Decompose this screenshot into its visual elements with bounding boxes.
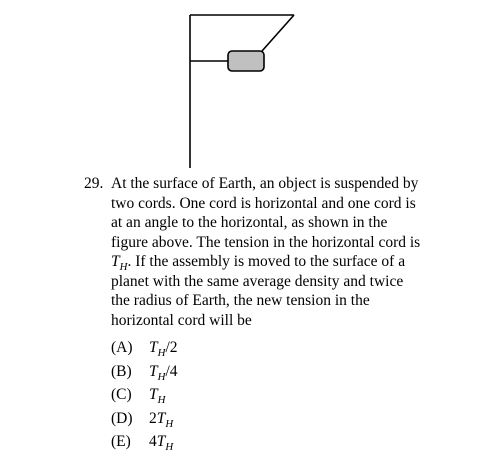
stem-line: the radius of Earth, the new tension in the [111,292,370,309]
choice-value: $T_H/4$ [149,362,178,383]
stem-line: at an angle to the horizontal, as shown in the [111,214,388,231]
choice-value: $T_H/2$ [149,339,178,359]
choice-b[interactable] [111,363,178,387]
choice-value: $2T_H$ [149,409,174,430]
stem-line: horizontal cord will be [111,311,252,329]
choice-value: $4T_H$ [149,433,174,453]
choice-label: (E) [111,433,131,450]
angled-cord [262,15,294,51]
suspended-block [228,51,264,71]
stem-line-with-symbol: $T_H$. If the assembly is moved to the surface of a [111,253,406,273]
choice-label: (B) [111,362,132,380]
answer-choices [111,339,178,457]
tension-symbol: $T_H$ [111,253,128,273]
stem-line: figure above. The tension in the horizontal cord is [111,233,421,251]
suspended-object-figure [0,0,481,170]
question-number: 29. [84,175,104,192]
question-stem [111,174,441,330]
choice-d[interactable] [111,410,178,434]
choice-label: (D) [111,409,133,427]
stem-line: two cords. One cord is horizontal and one cord is [111,194,416,212]
choice-label: (A) [111,339,133,356]
stem-line: At the surface of Earth, an object is suspended by [111,175,419,192]
choice-value: $T_H$ [149,386,166,406]
choice-label: (C) [111,386,132,403]
choice-a[interactable] [111,339,178,363]
choice-c[interactable] [111,386,178,410]
choice-e[interactable] [111,433,178,457]
stem-line: planet with the same average density and twice [111,272,404,290]
